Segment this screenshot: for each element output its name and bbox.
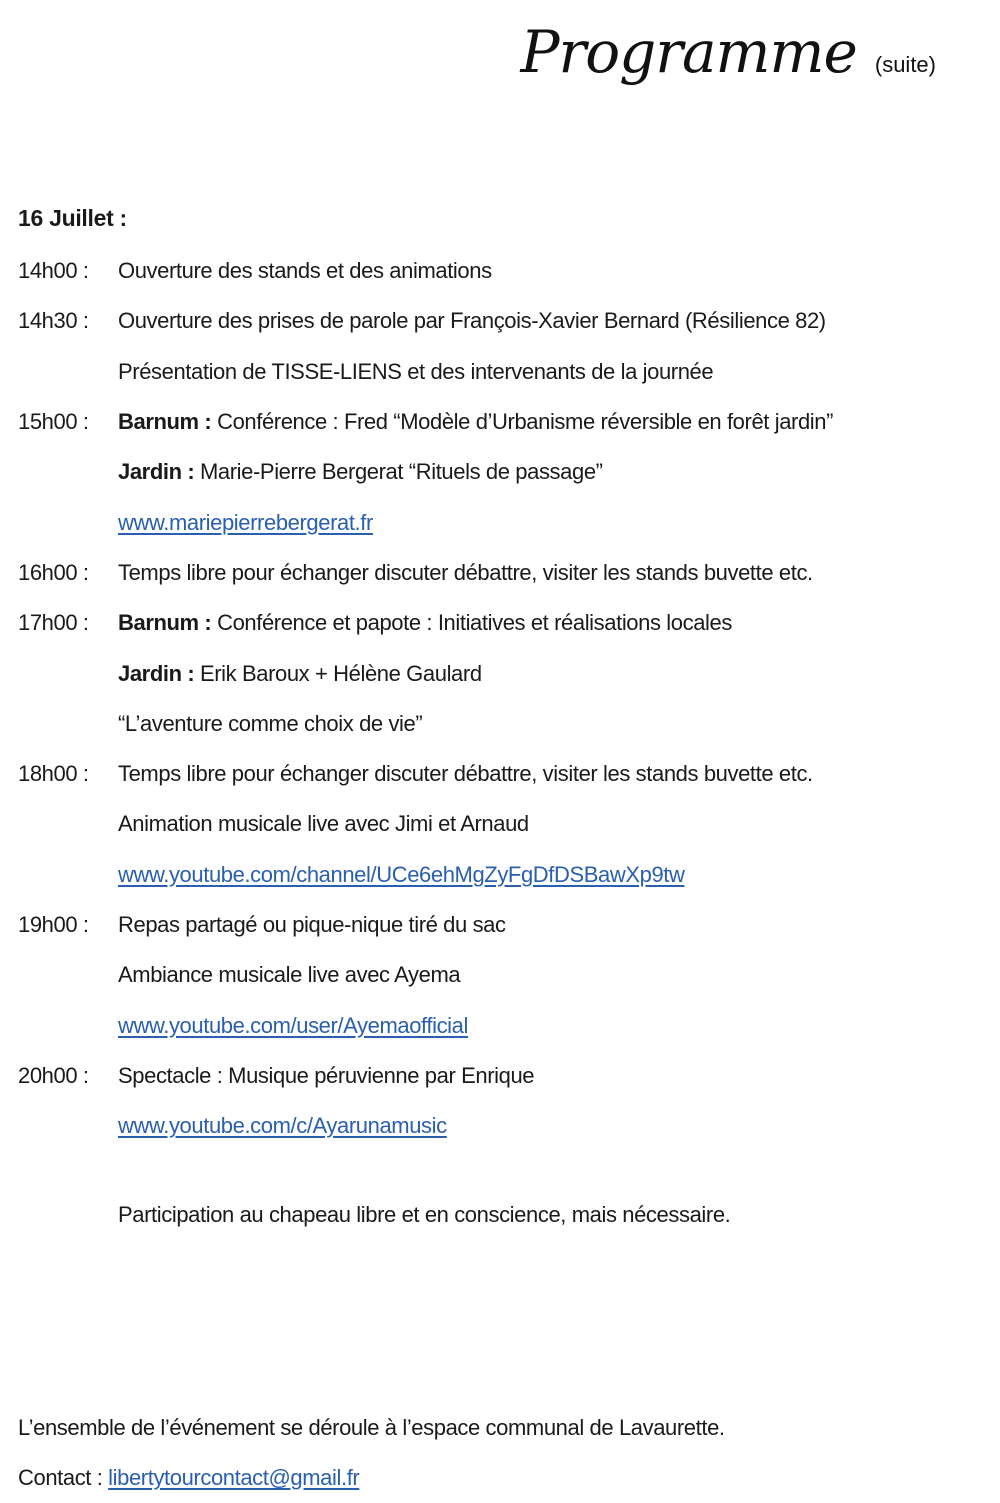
- schedule-row: [18, 950, 978, 1000]
- venue-label: Barnum :: [118, 409, 212, 435]
- contact-label: Contact :: [18, 1465, 109, 1490]
- schedule-content: [118, 862, 978, 888]
- venue-label: Jardin :: [118, 459, 195, 485]
- schedule-time: 17h00 :: [18, 610, 89, 636]
- schedule-link[interactable]: www.mariepierrebergerat.fr: [118, 509, 373, 535]
- schedule-content: [118, 912, 978, 938]
- schedule-row: [18, 296, 978, 346]
- schedule-content: [118, 409, 978, 435]
- schedule-content: [118, 811, 978, 837]
- schedule-row: [18, 900, 978, 950]
- schedule-link[interactable]: www.youtube.com/user/Ayemaofficial: [118, 1012, 468, 1038]
- schedule-text: Ouverture des prises de parole par François-Xavier Bernard (Résilience 82): [118, 308, 826, 334]
- schedule-row: [18, 850, 978, 900]
- page-title: Programme: [520, 18, 857, 86]
- schedule-list: [18, 246, 978, 1151]
- schedule-row: [18, 347, 978, 397]
- schedule-row: [18, 1051, 978, 1101]
- schedule-text: Présentation de TISSE-LIENS et des intervenants de la journée: [118, 358, 714, 384]
- participation-note: Participation au chapeau libre et en conscience, mais nécessaire.: [118, 1202, 731, 1227]
- schedule-row: [18, 497, 978, 547]
- schedule-text: Erik Baroux + Hélène Gaulard: [194, 660, 482, 686]
- schedule-text: Animation musicale live avec Jimi et Arnaud: [118, 811, 529, 837]
- schedule-content: [118, 761, 978, 787]
- schedule-content: [118, 962, 978, 988]
- schedule-time: 14h30 :: [18, 308, 89, 334]
- schedule-link[interactable]: www.youtube.com/channel/UCe6ehMgZyFgDfDSBawXp9tw: [118, 861, 685, 887]
- schedule-time: 14h00 :: [18, 258, 89, 284]
- schedule-time: 20h00 :: [18, 1062, 89, 1088]
- schedule-content: [118, 560, 978, 586]
- schedule-time: 19h00 :: [18, 912, 89, 937]
- day-heading: 16 Juillet :: [18, 205, 127, 231]
- schedule-link[interactable]: www.youtube.com/c/Ayarunamusic: [118, 1113, 447, 1139]
- schedule-content: [118, 1113, 978, 1139]
- schedule-content: [118, 1063, 978, 1089]
- schedule-row: [18, 397, 978, 447]
- schedule-text: Marie-Pierre Bergerat “Rituels de passage”: [194, 459, 603, 485]
- schedule-text: Ambiance musicale live avec Ayema: [118, 962, 461, 988]
- schedule-row: [18, 1101, 978, 1151]
- schedule-row: [18, 598, 978, 648]
- contact-email-link[interactable]: libertytourcontact@gmail.fr: [108, 1465, 360, 1490]
- location-note: L’ensemble de l’événement se déroule à l’espace communal de Lavaurette.: [18, 1415, 725, 1440]
- schedule-content: [118, 459, 978, 485]
- schedule-text: Repas partagé ou pique-nique tiré du sac: [118, 912, 506, 937]
- contact-line: [18, 1453, 725, 1503]
- schedule-time: 16h00 :: [18, 559, 89, 585]
- schedule-row: [18, 749, 978, 799]
- schedule-time: 18h00 :: [18, 761, 89, 787]
- schedule-text: “L’aventure comme choix de vie”: [118, 710, 423, 736]
- schedule-row: [18, 648, 978, 698]
- schedule-text: Conférence et papote : Initiatives et réalisations locales: [211, 610, 732, 636]
- page-subtitle: (suite): [874, 52, 936, 77]
- schedule-text: Temps libre pour échanger discuter débattre, visiter les stands buvette etc.: [118, 559, 813, 585]
- schedule-row: [18, 447, 978, 497]
- schedule-row: [18, 246, 978, 296]
- schedule-content: [118, 308, 978, 334]
- schedule-row: [18, 548, 978, 598]
- schedule-row: [18, 799, 978, 849]
- schedule-content: [118, 258, 978, 284]
- schedule-content: [118, 359, 978, 385]
- schedule-content: [118, 661, 978, 687]
- venue-label: Jardin :: [118, 660, 195, 686]
- schedule-text: Temps libre pour échanger discuter débattre, visiter les stands buvette etc.: [118, 761, 813, 787]
- schedule-row: [18, 699, 978, 749]
- schedule-content: [118, 610, 978, 636]
- schedule-content: [118, 711, 978, 737]
- page-header: [520, 18, 936, 86]
- schedule-row: [18, 1000, 978, 1050]
- footer: [18, 1403, 725, 1503]
- schedule-time: 15h00 :: [18, 409, 89, 435]
- schedule-text: Spectacle : Musique péruvienne par Enrique: [118, 1062, 535, 1088]
- schedule-text: Conférence : Fred “Modèle d’Urbanisme réversible en forêt jardin”: [211, 409, 834, 435]
- schedule-content: [118, 1013, 978, 1039]
- venue-label: Barnum :: [118, 610, 212, 636]
- schedule-text: Ouverture des stands et des animations: [118, 258, 492, 284]
- schedule-content: [118, 510, 978, 536]
